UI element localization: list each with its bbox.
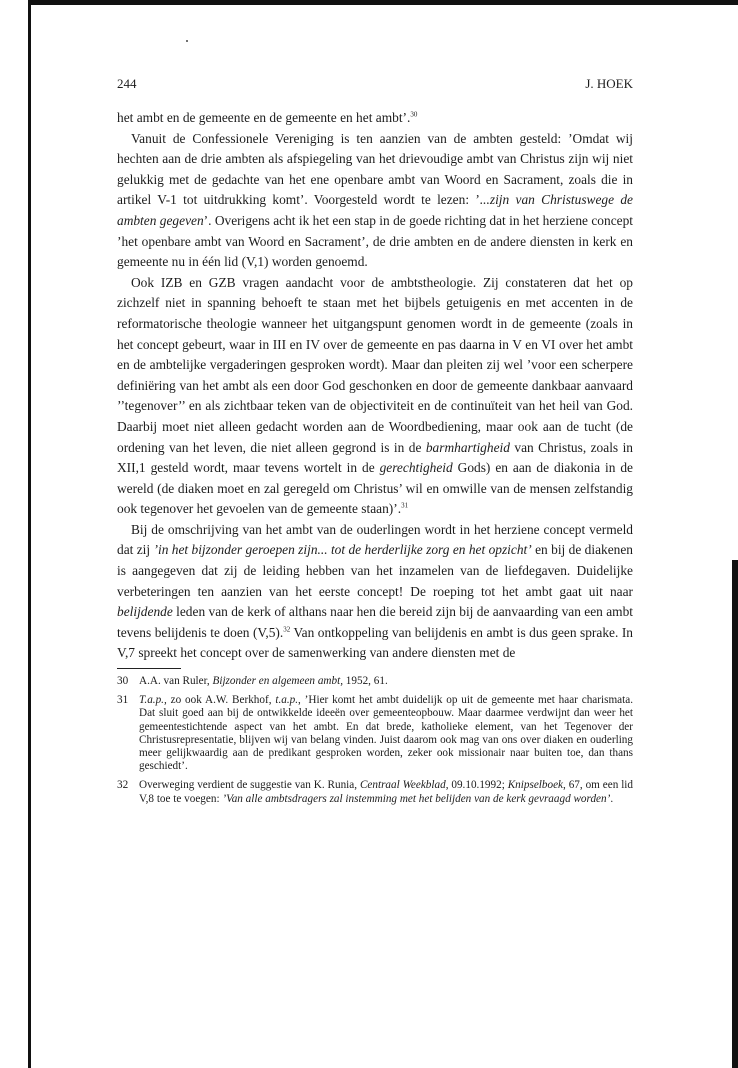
footnote-text — [139, 675, 633, 688]
text-run: 1952, 61. — [343, 675, 388, 688]
italic-text: t.a.p. — [275, 694, 299, 707]
italic-text: ’in het bijzonder geroepen zijn... tot de herderlijke zorg en het opzicht’ — [153, 542, 532, 558]
italic-text: Bijzonder en algemeen ambt, — [212, 675, 343, 688]
text-run: van Christus, zoals in XII,1 gesteld wordt, maar tevens wortelt in de — [117, 439, 633, 476]
text-run: Bij de omschrijving van het ambt van de ouderlingen wordt in het herziene concept vermeld dat zij — [117, 521, 633, 558]
text-run: Van ontkoppeling van belijdenis en ambt is dus geen sprake. In V,7 spreekt het concept over de samenwerking van andere diensten met de — [117, 624, 633, 661]
text-run: en bij de diakenen is aangegeven dat zij de leiding hebben van het inzamelen van de liefdegaven. Duidelijke verbeteringen ten aanzien van het eerste concept! De roeping tot het ambt gaat uit naar — [117, 542, 634, 599]
paragraph — [117, 129, 633, 273]
text-run: Ook IZB en GZB vragen aandacht voor de ambtstheologie. Zij constateren dat het op zichzelf niet in spanning behoeft te staan met het bijbels getuigenis en met accenten in de reformatorische theologie wanneer het uitgangspunt genomen wordt in de gemeente (zoals in het concept gebeurt, waar in III en IV over de gemeente en pas daarna in V en VI over het ambt en de ambtelijke vergaderingen gesproken wordt). Maar dan pleiten zij wel ’voor een scherpere definiëring van het ambt als een door God geschonken en door de gemeente dankbaar aanvaard ’’tegenover’’ en als zichtbaar teken van de objectiviteit en de continuïteit van het heil van God. Daarbij moet niet alleen gedacht worden aan de Woordbediening, maar ook aan de tucht (de ordening van het leven, die niet alleen gegrond is in de — [117, 274, 633, 455]
text-run: het ambt en de gemeente en de gemeente en het ambt’. — [117, 110, 411, 125]
paragraph — [117, 273, 633, 520]
footnote-number: 32 — [117, 779, 129, 792]
footnote-text — [139, 694, 633, 773]
text-run: zo ook A.W. Berkhof, — [166, 694, 276, 707]
footnote-number: 31 — [117, 694, 129, 707]
footnote-text — [139, 779, 633, 805]
text-run: ’. Overigens acht ik het een stap in de goede richting dat in het herziene concept ’het openbare ambt van Woord en Sacrament’, de drie ambten en de andere diensten in kerk en gemeente nu in één lid (V,1) worden genoemd. — [117, 212, 633, 270]
footnotes — [117, 675, 633, 806]
footnote — [117, 779, 633, 805]
footnote-ref: 30 — [410, 110, 418, 119]
italic-text: belijdende — [117, 604, 173, 620]
scan-border-left — [28, 0, 31, 1068]
footnote — [117, 675, 633, 688]
paragraph — [117, 108, 633, 129]
text-run: Vanuit de Confessionele Vereniging is ten aanzien van de ambten gesteld: ’Omdat wij hechten aan de drie ambten als afspiegeling van het drievoudige ambt van Christus zijn wij niet gelukkig met de gedachte van het ene openbare ambt van Woord en Sacrament, zoals die in artikel V-1 tot uitdrukking komt’. Voorgesteld wordt te lezen: ’ — [117, 130, 633, 208]
footnote — [117, 694, 633, 773]
text-run: Overweging verdient de suggestie van K. Runia, — [139, 779, 360, 792]
footnote-number: 30 — [117, 675, 129, 688]
page — [117, 76, 633, 812]
italic-text: Centraal Weekblad — [359, 779, 446, 792]
footnote-rule — [117, 668, 181, 669]
body-text — [117, 108, 633, 664]
italic-text: Knipselboek — [507, 779, 564, 792]
scan-border-right — [732, 560, 738, 1068]
page-number: 244 — [117, 76, 137, 91]
scan-border-top — [28, 0, 738, 5]
text-run: A.A. van Ruler, — [139, 675, 213, 688]
text-run: Gods) en aan de diakonia in de wereld (de diaken moet en zal geregeld om Christus’ wil en omwille van de mensen zelfstandig ook tegenover het gevoelen van de gemeente staan)’. — [117, 460, 634, 517]
running-head-author: J. HOEK — [585, 76, 633, 91]
italic-text: T.a.p., — [139, 694, 167, 707]
italic-text: ’Van alle ambtsdragers zal instemming met het belijden van de kerk gevraagd worden’ — [222, 792, 611, 805]
text-run: . — [610, 792, 614, 805]
text-run: leden van de kerk of althans naar hen die bereid zijn bij de aanvaarding van een ambt tevens belijdenis te doen (V,5). — [117, 604, 633, 640]
paragraph — [117, 520, 633, 664]
footnote-ref: 31 — [401, 501, 409, 510]
italic-text: gerechtigheid — [379, 460, 453, 476]
italic-text: barmhartigheid — [425, 439, 510, 455]
scan-speck — [186, 40, 188, 42]
italic-text: ...zijn van Christuswege de ambten gegeven — [117, 192, 633, 228]
running-header — [117, 76, 633, 92]
text-run: , ’Hier komt het ambt duidelijk op uit de gemeente met haar charismata. Dat sluit goed aan bij de ontwikkelde ideeën over gemeenteopbouw. Maar daarmee verdwijnt dan weer het gemeentestichtende aspect van het ambt. En dat brede, katholieke element, van het Tegenover der Christusrepresentatie, blijven wij van belang vinden. Juist daarom ook mag van ons over diaken en ouderling meer gelijkwaardig aan de predikant gesproken worden, zeker ook missionair naar buiten toe, dan thans geschiedt’. — [139, 694, 633, 773]
text-run: , 09.10.1992; — [445, 779, 508, 792]
footnote-ref: 32 — [283, 625, 291, 634]
text-run: , 67, om een lid V,8 toe te voegen: — [139, 779, 634, 805]
